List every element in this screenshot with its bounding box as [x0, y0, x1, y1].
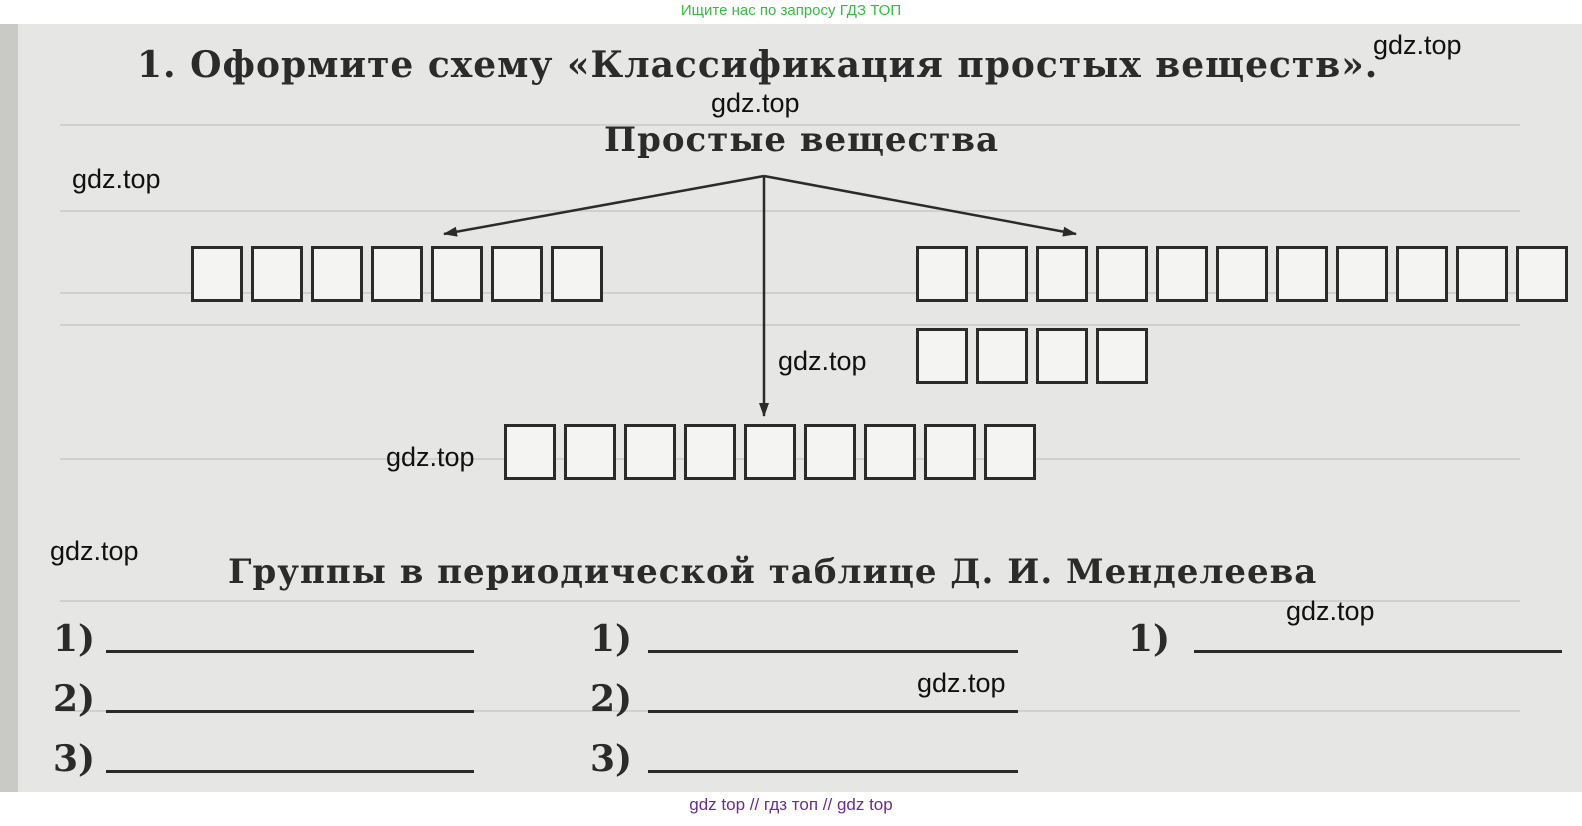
watermark: gdz.top: [1286, 596, 1375, 626]
letter-cell[interactable]: [191, 246, 243, 302]
group-item-number: 1): [1128, 618, 1171, 660]
answer-line[interactable]: [106, 770, 474, 773]
bottom-banner[interactable]: gdz top // гдз топ // gdz top: [0, 792, 1582, 826]
watermark: gdz.top: [778, 346, 867, 376]
letter-cell[interactable]: [804, 424, 856, 480]
letter-cell[interactable]: [1456, 246, 1508, 302]
diagram-arrows: [0, 24, 1582, 792]
letter-cell[interactable]: [1156, 246, 1208, 302]
letter-cell[interactable]: [744, 424, 796, 480]
letter-cell[interactable]: [976, 328, 1028, 384]
group-item-number: 2): [53, 678, 96, 720]
answer-line[interactable]: [106, 650, 474, 653]
letter-cell[interactable]: [1216, 246, 1268, 302]
letter-cell[interactable]: [1396, 246, 1448, 302]
watermark: gdz.top: [386, 442, 475, 472]
watermark: gdz.top: [917, 668, 1006, 698]
group-item-number: 3): [590, 738, 633, 780]
group-item-number: 1): [590, 618, 633, 660]
letter-cell[interactable]: [864, 424, 916, 480]
letter-cell[interactable]: [1096, 328, 1148, 384]
top-banner[interactable]: Ищите нас по запросу ГДЗ ТОП: [680, 2, 902, 19]
answer-box-bottom[interactable]: [504, 424, 1044, 480]
arrow-right: [764, 176, 1076, 234]
letter-cell[interactable]: [1516, 246, 1568, 302]
letter-cell[interactable]: [551, 246, 603, 302]
answer-line[interactable]: [106, 710, 474, 713]
diagram-root-label: Простые вещества: [604, 120, 999, 160]
letter-cell[interactable]: [624, 424, 676, 480]
letter-cell[interactable]: [491, 246, 543, 302]
letter-cell[interactable]: [984, 424, 1036, 480]
letter-cell[interactable]: [916, 246, 968, 302]
letter-cell[interactable]: [564, 424, 616, 480]
answer-box-right-row1[interactable]: [916, 246, 1576, 302]
watermark: gdz.top: [50, 536, 139, 566]
letter-cell[interactable]: [371, 246, 423, 302]
letter-cell[interactable]: [1096, 246, 1148, 302]
letter-cell[interactable]: [684, 424, 736, 480]
groups-heading: Группы в периодической таблице Д. И. Менделеева: [228, 552, 1318, 592]
answer-line[interactable]: [648, 770, 1018, 773]
answer-line[interactable]: [1194, 650, 1562, 653]
group-item-number: 1): [53, 618, 96, 660]
letter-cell[interactable]: [1336, 246, 1388, 302]
arrow-left: [444, 176, 764, 234]
letter-cell[interactable]: [311, 246, 363, 302]
letter-cell[interactable]: [251, 246, 303, 302]
letter-cell[interactable]: [504, 424, 556, 480]
watermark: gdz.top: [711, 88, 800, 118]
task-title: 1. Оформите схему «Классификация простых веществ».: [137, 44, 1379, 86]
letter-cell[interactable]: [1036, 328, 1088, 384]
watermark: gdz.top: [1373, 30, 1462, 60]
letter-cell[interactable]: [916, 328, 968, 384]
letter-cell[interactable]: [924, 424, 976, 480]
letter-cell[interactable]: [431, 246, 483, 302]
letter-cell[interactable]: [976, 246, 1028, 302]
watermark: gdz.top: [72, 164, 161, 194]
answer-line[interactable]: [648, 650, 1018, 653]
answer-line[interactable]: [648, 710, 1018, 713]
group-item-number: 3): [53, 738, 96, 780]
answer-box-right-row2[interactable]: [916, 328, 1156, 384]
group-item-number: 2): [590, 678, 633, 720]
textbook-page: [0, 24, 1582, 792]
answer-box-left[interactable]: [191, 246, 611, 302]
letter-cell[interactable]: [1036, 246, 1088, 302]
letter-cell[interactable]: [1276, 246, 1328, 302]
